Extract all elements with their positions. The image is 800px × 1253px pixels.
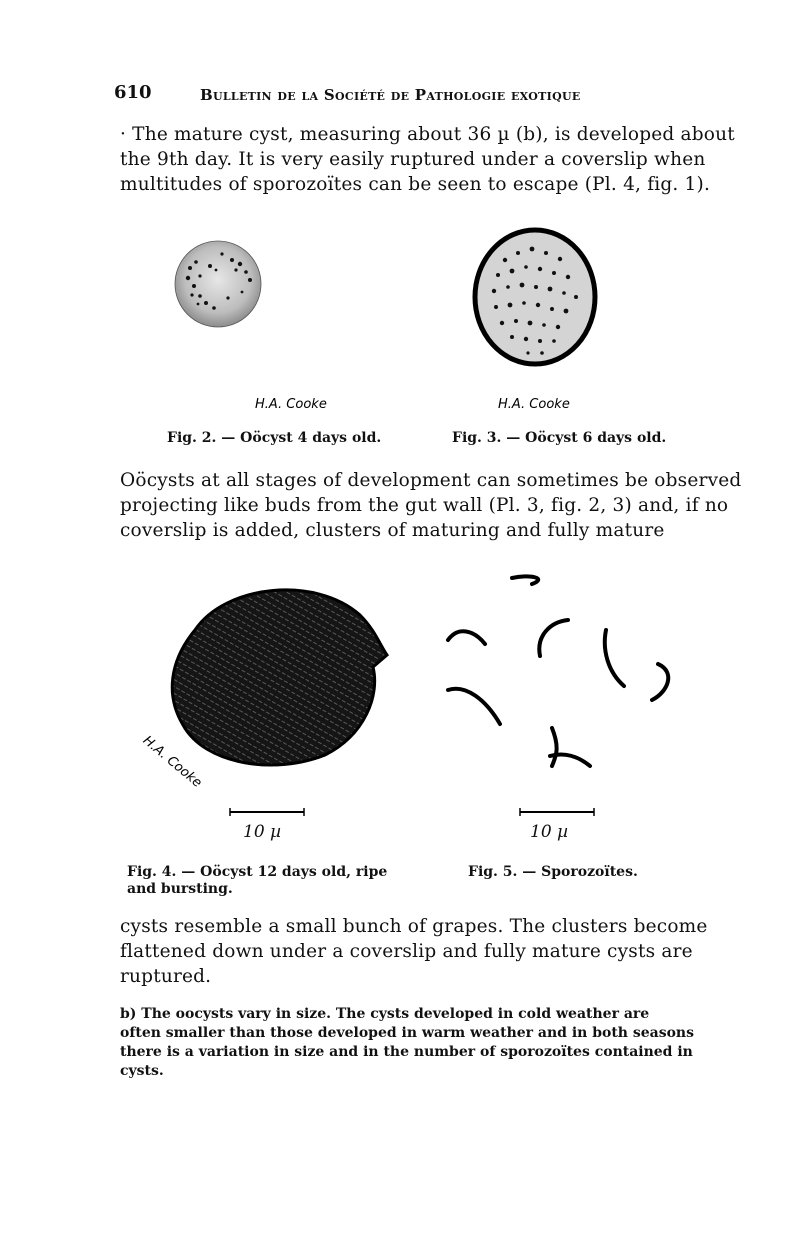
figure-2-oocyst-drawing <box>170 240 270 340</box>
figure-3-signature <box>498 392 598 416</box>
figure-2-caption: Fig. 2. — Oöcyst 4 days old. <box>167 430 382 446</box>
text-line: the 9th day. It is very easily ruptured under a coverslip when <box>120 149 706 170</box>
footnote <box>120 1005 694 1081</box>
svg-text:H.A. Cooke: H.A. Cooke <box>498 397 570 412</box>
text-line: flattened down under a coverslip and fully mature cysts are <box>120 941 693 962</box>
figure-2-signature <box>255 392 355 416</box>
figure-5-scale-label: 10 µ <box>530 822 569 842</box>
figure-4-caption: Fig. 4. — Oöcyst 12 days old, ripe and bursting. <box>127 864 388 897</box>
text-line: multitudes of sporozoïtes can be seen to escape (Pl. 4, fig. 1). <box>120 174 711 195</box>
paragraph-3 <box>120 914 708 989</box>
figure-4-scale-label: 10 µ <box>243 822 282 842</box>
figure-5-sporozoites-drawing <box>430 560 690 790</box>
svg-text:H.A. Cooke: H.A. Cooke <box>255 397 327 412</box>
text-line: ruptured. <box>120 966 212 987</box>
footnote-line: often smaller than those developed in warm weather and in both seasons <box>120 1025 694 1041</box>
page-number: 610 <box>114 82 152 103</box>
svg-text:H.A. Cooke: H.A. Cooke <box>139 733 205 791</box>
text-line: cysts resemble a small bunch of grapes. The clusters become <box>120 916 708 937</box>
figure-5-caption: Fig. 5. — Sporozoïtes. <box>468 864 638 880</box>
journal-title: Bulletin de la Société de Pathologie exotique <box>200 86 581 104</box>
paragraph-2 <box>120 468 742 543</box>
footnote-line: cysts. <box>120 1063 164 1079</box>
figure-3-caption: Fig. 3. — Oöcyst 6 days old. <box>452 430 667 446</box>
text-line: · The mature cyst, measuring about 36 µ (b), is developed about <box>120 124 735 145</box>
paragraph-1 <box>120 122 735 197</box>
text-line: coverslip is added, clusters of maturing and fully mature <box>120 520 665 541</box>
text-line: Oöcysts at all stages of development can sometimes be observed <box>120 470 742 491</box>
figure-3-oocyst-drawing <box>470 225 600 370</box>
figure-4-signature <box>140 730 240 790</box>
footnote-line: b) The oocysts vary in size. The cysts developed in cold weather are <box>120 1006 650 1022</box>
text-line: projecting like buds from the gut wall (Pl. 3, fig. 2, 3) and, if no <box>120 495 729 516</box>
footnote-line: there is a variation in size and in the number of sporozoïtes contained in <box>120 1044 693 1060</box>
